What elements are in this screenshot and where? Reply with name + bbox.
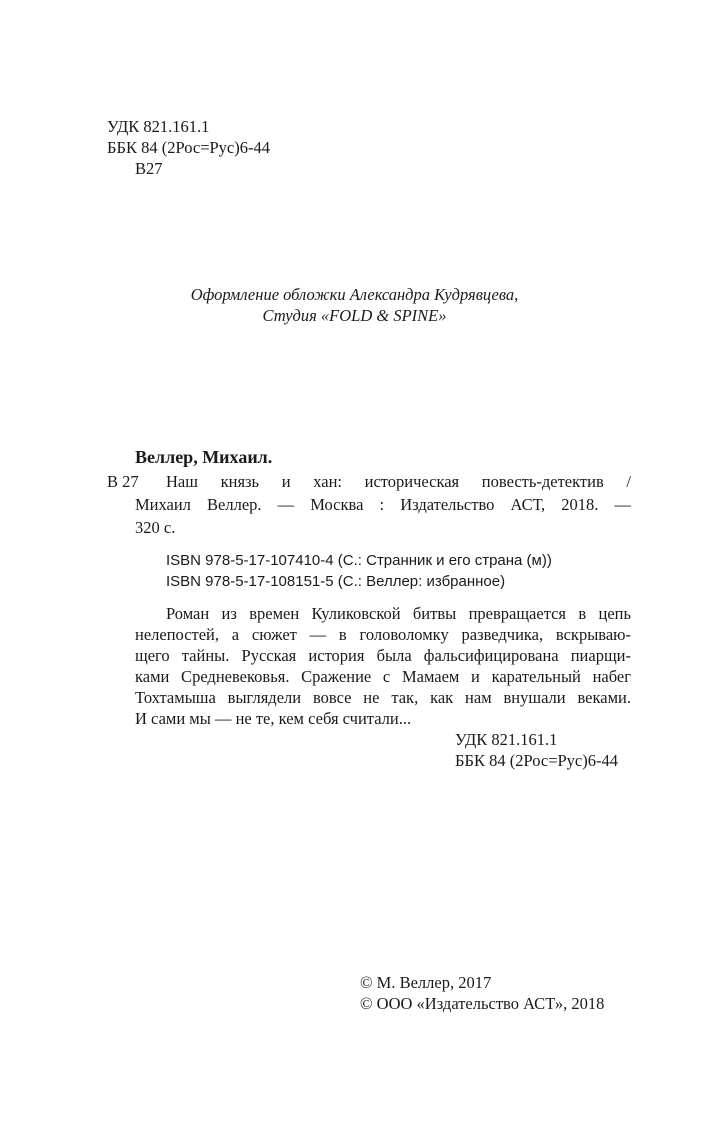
catalog-pages: 320 с. [135, 518, 176, 537]
catalog-isbn-1: ISBN 978-5-17-107410-4 (С.: Странник и его страна (м)) [166, 552, 552, 569]
annotation-line-1: Роман из времен Куликовской битвы превращается в цепь [166, 604, 631, 623]
catalog-isbn-2: ISBN 978-5-17-108151-5 (С.: Веллер: избранное) [166, 573, 506, 590]
catalog-index: В 27 [107, 472, 139, 491]
cover-credit-line-1: Оформление обложки Александра Кудрявцева, [190, 285, 519, 304]
copyright-publisher: © ООО «Издательство АСТ», 2018 [360, 994, 605, 1013]
copyright-author: © М. Веллер, 2017 [360, 973, 492, 992]
annotation-line-6: И сами мы — не те, кем себя считали... [135, 709, 412, 728]
annotation-line-5: Тохтамыша выглядели вовсе не так, как нам внушали веками. [135, 688, 631, 707]
header-author-code: В27 [135, 159, 163, 178]
annotation-line-3: щего тайны. Русская история была фальсифицирована пиарщи- [135, 646, 631, 665]
catalog-author: Веллер, Михаил. [135, 447, 273, 467]
cover-credit-line-2: Студия «FOLD & SPINE» [262, 306, 447, 325]
header-bbk: ББК 84 (2Рос=Рус)6-44 [107, 138, 270, 157]
catalog-udk: УДК 821.161.1 [455, 730, 558, 749]
catalog-bbk: ББК 84 (2Рос=Рус)6-44 [455, 751, 618, 770]
catalog-title-line-2: Михаил Веллер. — Москва : Издательство АСТ, 2018. — [135, 495, 631, 514]
catalog-title-line-1: Наш князь и хан: историческая повесть-детектив / [166, 472, 631, 491]
header-udk: УДК 821.161.1 [107, 117, 210, 136]
annotation-line-2: нелепостей, а сюжет — в головоломку разведчика, вскрываю- [135, 625, 631, 644]
annotation-line-4: ками Средневековья. Сражение с Мамаем и карательный набег [135, 667, 631, 686]
